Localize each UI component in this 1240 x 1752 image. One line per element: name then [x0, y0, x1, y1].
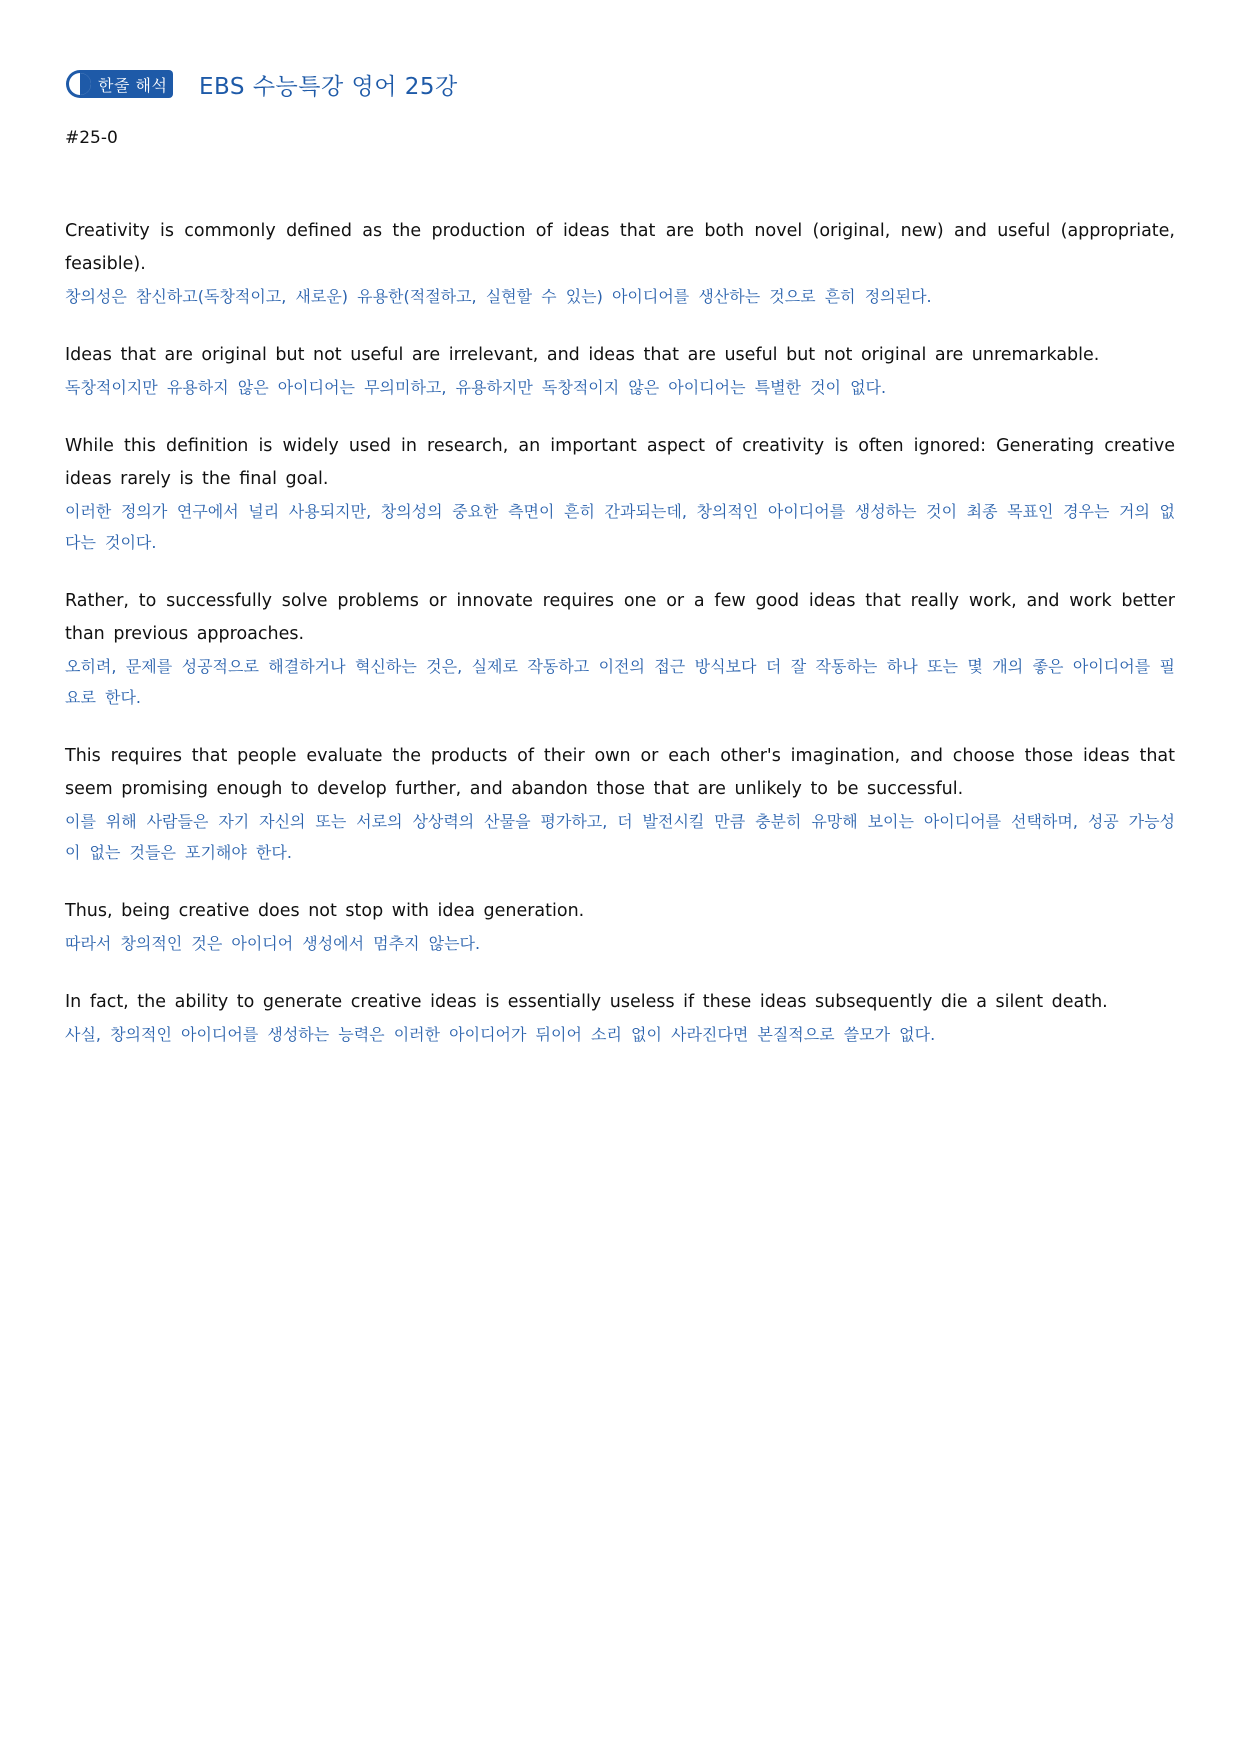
english-sentence: While this definition is widely used in research, an important aspect of creativity is often ignored: Generating creative ideas rarely is the final goal.	[65, 436, 1175, 489]
korean-translation: 사실, 창의적인 아이디어를 생성하는 능력은 이러한 아이디어가 뒤이어 소리 없이 사라진다면 본질적으로 쓸모가 없다.	[65, 1025, 936, 1044]
badge-label: 한줄 해석	[98, 75, 168, 95]
translation-badge	[66, 70, 173, 98]
korean-translation: 독창적이지만 유용하지 않은 아이디어는 무의미하고, 유용하지만 독창적이지 않은 아이디어는 특별한 것이 없다.	[65, 378, 887, 397]
korean-translation: 따라서 창의적인 것은 아이디어 생성에서 멈추지 않는다.	[65, 934, 481, 953]
page-title: EBS 수능특강 영어 25강	[199, 73, 458, 100]
english-sentence: In fact, the ability to generate creative ideas is essentially useless if these ideas subsequently die a silent death.	[65, 992, 1108, 1012]
sentence-pair	[65, 740, 1175, 868]
sentence-pair	[65, 895, 1175, 959]
korean-translation: 오히려, 문제를 성공적으로 해결하거나 혁신하는 것은, 실제로 작동하고 이전의 접근 방식보다 더 잘 작동하는 하나 또는 몇 개의 좋은 아이디어를 필요로 한다.	[65, 657, 1175, 707]
korean-translation: 이러한 정의가 연구에서 널리 사용되지만, 창의성의 중요한 측면이 흔히 간과되는데, 창의적인 아이디어를 생성하는 것이 최종 목표인 경우는 거의 없다는 것이다.	[65, 502, 1175, 552]
english-sentence: Ideas that are original but not useful are irrelevant, and ideas that are useful but not original are unremarkable.	[65, 345, 1100, 365]
sentence-pair	[65, 430, 1175, 558]
page-header	[66, 64, 458, 104]
sentence-pair	[65, 215, 1175, 312]
sentence-pair	[65, 585, 1175, 713]
sentence-pair	[65, 339, 1175, 403]
passage	[65, 215, 1175, 1077]
half-circle-icon	[69, 73, 91, 95]
korean-translation: 창의성은 참신하고(독창적이고, 새로운) 유용한(적절하고, 실현할 수 있는) 아이디어를 생산하는 것으로 흔히 정의된다.	[65, 287, 932, 306]
english-sentence: Creativity is commonly defined as the production of ideas that are both novel (original, new) and useful (appropriate, feasible).	[65, 221, 1175, 274]
korean-translation: 이를 위해 사람들은 자기 자신의 또는 서로의 상상력의 산물을 평가하고, 더 발전시킬 만큼 충분히 유망해 보이는 아이디어를 선택하며, 성공 가능성이 없는 것들은 포기해야 한다.	[65, 812, 1175, 862]
section-id: #25-0	[65, 128, 118, 148]
sentence-pair	[65, 986, 1175, 1050]
english-sentence: Thus, being creative does not stop with idea generation.	[65, 901, 585, 921]
english-sentence: Rather, to successfully solve problems or innovate requires one or a few good ideas that really work, and work better than previous approaches.	[65, 591, 1175, 644]
english-sentence: This requires that people evaluate the products of their own or each other's imagination, and choose those ideas that seem promising enough to develop further, and abandon those that are unlikely to be successful.	[65, 746, 1175, 799]
